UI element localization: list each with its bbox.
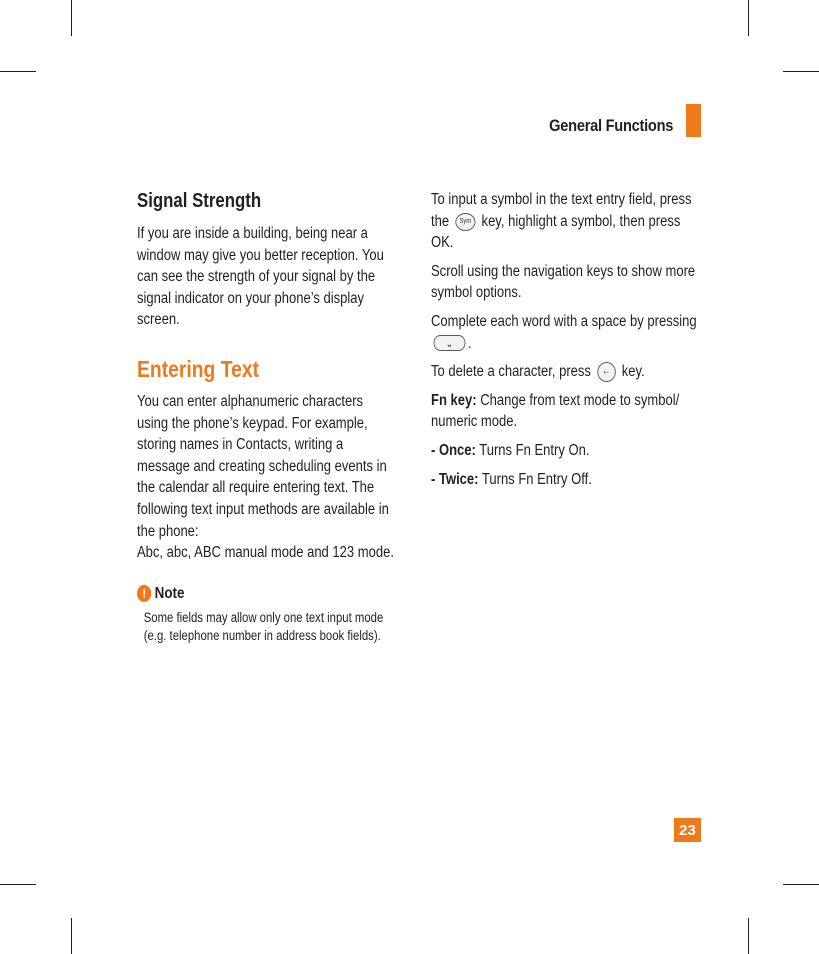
crop-mark	[0, 884, 36, 885]
crop-mark	[783, 71, 819, 72]
delete-text-a: To delete a character, press	[431, 363, 591, 381]
section-tab	[686, 104, 701, 137]
space-instruction	[431, 311, 700, 354]
note-label: Note	[154, 584, 185, 602]
left-column	[137, 189, 397, 646]
warning-icon: !	[137, 585, 151, 602]
entering-text-body: You can enter alphanumeric characters using the phone’s keypad. For example, storing names in Contacts, writing a message and creating scheduling events in the calendar all require entering text. The following text input methods are available in the phone:	[137, 392, 389, 540]
note-text: Some fields may allow only one text input mode (e.g. telephone number in address book fields).	[143, 609, 384, 644]
symbol-text-b: key, highlight a symbol, then press OK.	[431, 212, 681, 252]
entering-text-title: Entering Text	[137, 355, 260, 382]
symbol-instruction	[431, 189, 700, 254]
fn-once-label: - Once:	[431, 441, 476, 459]
page-number: 23	[674, 818, 701, 842]
space-text-a: Complete each word with a space by pressing	[431, 312, 697, 330]
signal-strength-body: If you are inside a building, being near a window may give you better reception. You can see the strength of your signal by the signal indicator on your phone’s display screen.	[137, 225, 384, 329]
space-key-icon: ⎵	[434, 335, 466, 351]
fn-key-text: Change from text mode to symbol/ numeric mode.	[431, 391, 680, 431]
fn-twice-text: Turns Fn Entry Off.	[481, 470, 592, 488]
fn-key-label: Fn key:	[431, 391, 477, 409]
crop-mark	[71, 0, 72, 36]
section-header: General Functions	[549, 116, 673, 135]
fn-key-description	[431, 390, 700, 433]
fn-once-description	[431, 440, 700, 462]
right-column	[431, 189, 700, 497]
signal-strength-title: Signal Strength	[137, 190, 262, 212]
sym-key-icon: Sym	[455, 213, 475, 231]
entering-text-modes: Abc, abc, ABC manual mode and 123 mode.	[137, 544, 394, 562]
fn-once-text: Turns Fn Entry On.	[479, 441, 590, 459]
symbol-text-a: To input a symbol in the text entry field, press the	[431, 191, 692, 230]
fn-twice-label: - Twice:	[431, 470, 479, 488]
delete-text-b: key.	[621, 363, 645, 381]
crop-mark	[0, 71, 36, 72]
delete-instruction	[431, 361, 700, 383]
scroll-instruction: Scroll using the navigation keys to show more symbol options.	[431, 262, 696, 302]
space-text-b: .	[467, 334, 472, 352]
crop-mark	[748, 918, 749, 954]
crop-mark	[783, 884, 819, 885]
note-heading	[137, 585, 397, 603]
crop-mark	[71, 918, 72, 954]
delete-key-icon: ←	[597, 362, 615, 382]
crop-mark	[748, 0, 749, 36]
fn-twice-description	[431, 469, 700, 491]
